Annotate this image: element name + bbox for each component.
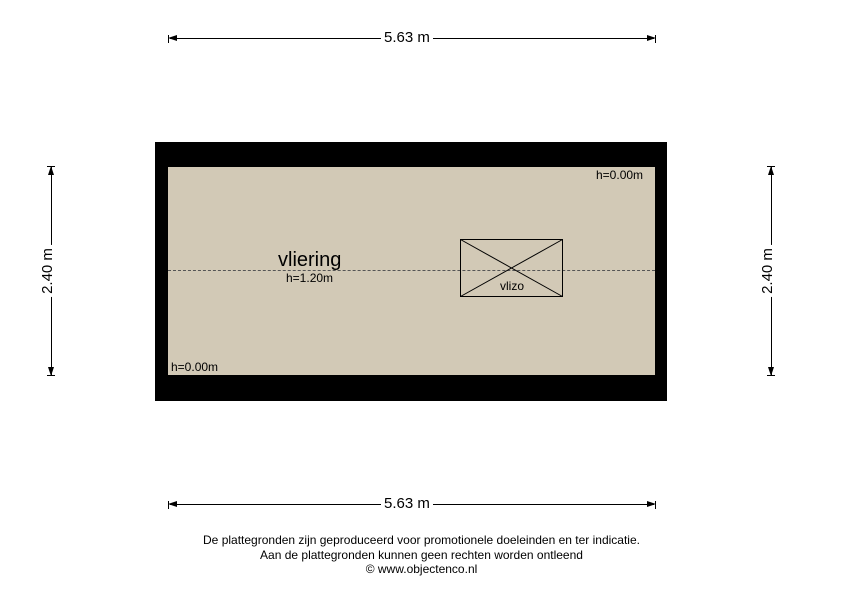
room-height-center: h=1.20m	[286, 271, 334, 285]
footer-disclaimer	[0, 533, 843, 577]
right-dimension-label: 2.40 m	[759, 245, 777, 297]
left-dimension-tick-top	[47, 166, 55, 167]
bottom-dimension-label: 5.63 m	[381, 495, 433, 513]
left-dimension-tick-bottom	[47, 375, 55, 376]
room-floor	[168, 167, 655, 375]
bottom-dimension-tick-left	[168, 501, 169, 509]
footer-line-3: © www.objectenco.nl	[365, 562, 478, 576]
room-name: vliering	[278, 249, 342, 271]
bottom-dimension-arrow-left	[168, 501, 177, 507]
left-dimension-arrow-top	[48, 166, 54, 175]
footer-line-1: De plattegronden zijn geproduceerd voor promotionele doeleinden en ter indicatie.	[203, 533, 640, 547]
bottom-dimension-tick-right	[655, 501, 656, 509]
top-dimension-tick-left	[168, 35, 169, 43]
top-dimension-arrow-left	[168, 35, 177, 41]
left-dimension-label: 2.40 m	[39, 245, 57, 297]
right-dimension-tick-top	[767, 166, 775, 167]
room-height-top-right: h=0.00m	[596, 168, 644, 182]
attic-hatch-label: vlizo	[500, 279, 525, 293]
right-dimension-arrow-top	[768, 166, 774, 175]
room-height-bottom-left: h=0.00m	[171, 360, 219, 374]
top-dimension-tick-right	[655, 35, 656, 43]
right-dimension-tick-bottom	[767, 375, 775, 376]
ridge-line	[168, 270, 655, 271]
top-dimension-label: 5.63 m	[381, 29, 433, 47]
footer-line-2: Aan de plattegronden kunnen geen rechten worden ontleend	[260, 547, 583, 562]
